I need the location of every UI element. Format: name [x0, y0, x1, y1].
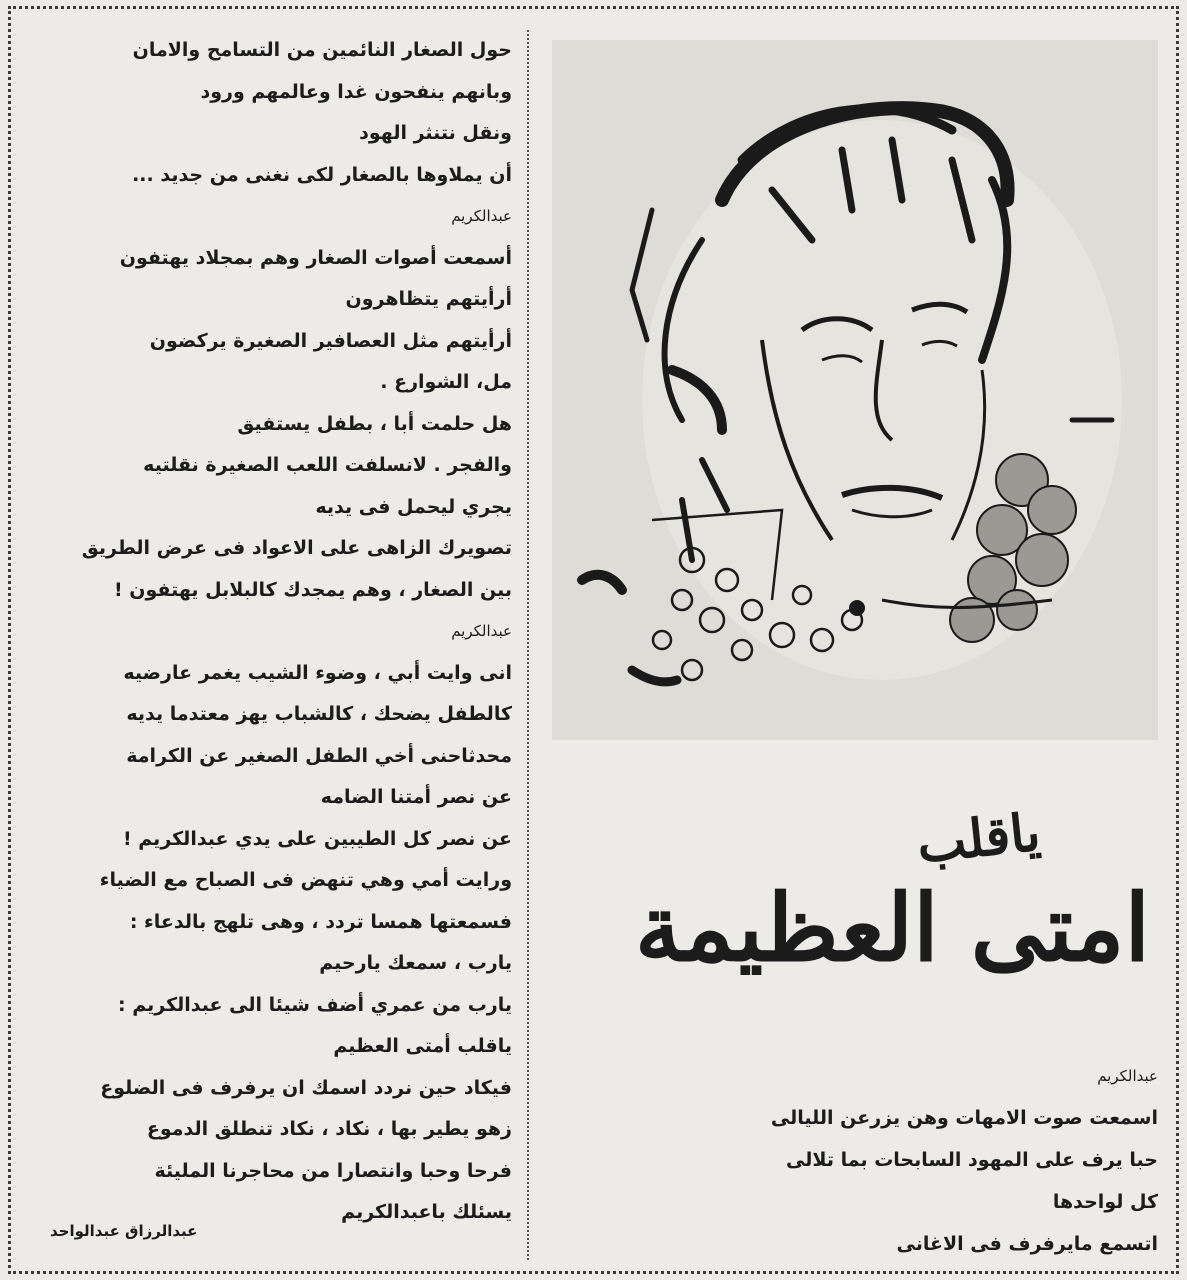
poem-line: فيكاد حين نردد اسمك ان يرفرف فى الضلوع [100, 1076, 512, 1099]
poem-line: يجري ليحمل فى يديه [315, 495, 512, 518]
author-name: عبدالرزاق عبدالواحد [50, 1222, 198, 1240]
poem-line: يسئلك باعبدالكريم [341, 1201, 512, 1223]
poem-line: حول الصغار النائمين من التسامح والامان [132, 39, 512, 61]
poem-refrain: عبدالكريم [1097, 1067, 1158, 1085]
poem-line: تصويرك الزاهى على الاعواد فى عرض الطريق [81, 537, 512, 559]
poem-line: فسمعتها همسا تردد ، وهى تلهج بالدعاء : [129, 910, 512, 933]
poem-line: وبانهم ينفحون غدا وعالمهم ورود [200, 80, 512, 103]
column-divider [527, 30, 529, 1260]
poem-line: هل حلمت أبا ، بطفل يستفيق [237, 412, 512, 435]
poem-line: عن نصر كل الطيبين على يدي عبدالكريم ! [123, 827, 512, 850]
poem-line: اتسمع مايرفرف فى الاغانى [896, 1233, 1158, 1255]
portrait-illustration [552, 40, 1158, 740]
poem-line: زهو يطير بها ، نكاد ، نكاد تنطلق الدموع [146, 1118, 512, 1140]
poem-line: أسمعت أصوات الصغار وهم بمجلاد يهتفون [119, 246, 512, 269]
headline-line-1: ياقلب [913, 801, 1043, 876]
poem-line: فرحا وحبا وانتصارا من محاجرنا المليئة [154, 1159, 512, 1182]
poem-line: انى وايت أبي ، وضوء الشيب يغمر عارضيه [123, 661, 512, 684]
poem-right-column [600, 1055, 1158, 1270]
poem-line: أرأيتهم مثل العصافير الصغيرة يركضون [149, 329, 512, 352]
poem-line: كل لواحدها [1052, 1191, 1158, 1213]
poem-line: مل، الشوارع . [380, 371, 512, 393]
poem-refrain: عبدالكريم [451, 622, 512, 640]
poem-line: اسمعت صوت الامهات وهن يزرعن الليالى [770, 1107, 1158, 1129]
poem-line: عن نصر أمتنا الضامه [320, 786, 512, 808]
poem-line: أن يملاوها بالصغار لكى نغنى من جديد ... [132, 163, 512, 186]
poem-left-column [50, 30, 512, 1270]
poem-line: والفجر . لانسلفت اللعب الصغيرة نقلتيه [143, 454, 512, 476]
poem-refrain: عبدالكريم [451, 207, 512, 225]
poem-line: يارب من عمري أضف شيئا الى عبدالكريم : [118, 993, 512, 1016]
poem-line: ياقلب أمتى العظيم [333, 1035, 512, 1057]
headline-line-2: امتى العظيمة [634, 874, 1150, 982]
poem-line: حبا يرف على المهود السابحات بما تلالى [786, 1149, 1158, 1171]
poem-line: ونقل نتنثر الهود [359, 122, 512, 144]
poem-line: يارب ، سمعك يارحيم [319, 952, 512, 974]
poem-line: محدثاحنى أخي الطفل الصغير عن الكرامة [126, 744, 512, 767]
poem-line: أرأيتهم يتظاهرون [345, 288, 512, 310]
portrait-sketch [552, 40, 1158, 740]
poem-line: كالطفل يضحك ، كالشباب يهز معتدما يديه [126, 703, 512, 725]
poem-line: بين الصغار ، وهم يمجدك كالبلابل يهتفون ! [113, 578, 512, 601]
poem-line: ورايت أمي وهي تنهض فى الصباح مع الضياء [99, 869, 512, 891]
headline [600, 801, 1160, 1008]
